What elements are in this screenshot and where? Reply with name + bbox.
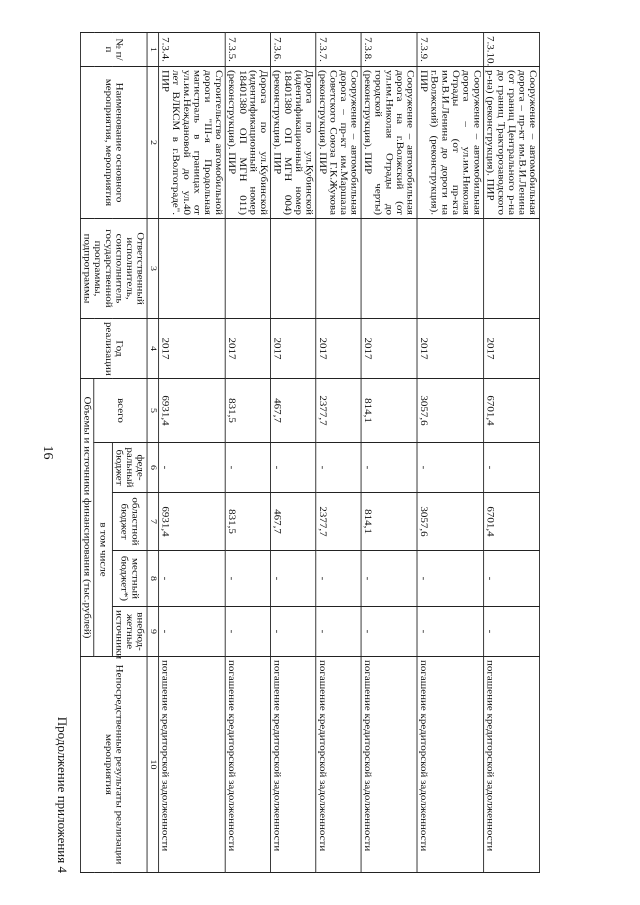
row-local: - — [316, 551, 361, 607]
program-table — [80, 32, 540, 873]
row-regional: 831,5 — [225, 493, 270, 551]
header-including: в том числе — [94, 443, 113, 657]
row-extra: - — [270, 607, 315, 657]
row-regional: 6931,4 — [159, 493, 226, 551]
row-executor — [316, 219, 361, 319]
row-num: 7.3.4. — [159, 33, 226, 67]
row-num: 7.3.6. — [270, 33, 315, 67]
row-regional: 2377,7 — [316, 493, 361, 551]
row-year: 2017 — [270, 319, 315, 379]
page-number: 16 — [40, 445, 55, 460]
row-extra: - — [484, 607, 540, 657]
row-regional: 6701,4 — [484, 493, 540, 551]
row-total: 831,5 — [225, 379, 270, 443]
row-federal: - — [484, 443, 540, 493]
row-executor — [225, 219, 270, 319]
header-name: Наименование основного мероприятия, мероприятия — [80, 67, 147, 219]
row-total: 6931,4 — [159, 379, 226, 443]
row-total: 3057,6 — [417, 379, 484, 443]
row-result: погашение кредиторской задолженности — [225, 657, 270, 873]
row-year: 2017 — [316, 319, 361, 379]
index-cell: 5 — [147, 379, 159, 443]
row-executor — [484, 219, 540, 319]
index-row — [147, 33, 159, 873]
table-row — [270, 33, 315, 873]
header-result: Непосредственные результаты реализации мероприятия — [80, 657, 147, 873]
continuation-title: Продолжение приложения 4 — [55, 716, 70, 873]
index-cell: 10 — [147, 657, 159, 873]
row-federal: - — [417, 443, 484, 493]
row-name: Сооружение – автомобильная дорога на г.Волжский (от ул.им.Николая Отрады до городской черты) (реконструкция). ПИР — [361, 67, 417, 219]
row-num: 7.3.8. — [361, 33, 417, 67]
row-name: Дорога по ул.Кубинской (идентификационный номер 18401380 ОП МГН 004) (реконструкция). ПИР — [270, 67, 315, 219]
row-federal: - — [361, 443, 417, 493]
header-regional: областной бюджет — [112, 493, 147, 551]
row-local: - — [417, 551, 484, 607]
header-num: № п/п — [80, 33, 147, 67]
row-total: 6701,4 — [484, 379, 540, 443]
row-extra: - — [159, 607, 226, 657]
row-regional: 814,1 — [361, 493, 417, 551]
row-num: 7.3.10. — [484, 33, 540, 67]
row-local: - — [225, 551, 270, 607]
index-cell: 7 — [147, 493, 159, 551]
table-row — [484, 33, 540, 873]
index-cell: 4 — [147, 319, 159, 379]
row-result: погашение кредиторской задолженности — [270, 657, 315, 873]
header-local: местный бюджет*) — [112, 551, 147, 607]
header-executor: Ответственный исполнитель, соисполнитель государственной программы, подпрограммы — [80, 219, 147, 319]
row-num: 7.3.7. — [316, 33, 361, 67]
row-executor — [270, 219, 315, 319]
row-name: Сооружение – автомобильная дорога – пр-кт им.В.И.Ленина (от границ Центрального р-на до границ Тракторозаводского р-на) (реконструкция). ПИР — [484, 67, 540, 219]
index-cell: 9 — [147, 607, 159, 657]
table-row — [159, 33, 226, 873]
row-federal: - — [316, 443, 361, 493]
row-local: - — [361, 551, 417, 607]
row-name: Дорога по ул.Кубинской (идентификационный номер 18401380 ОП МГН 011) (реконструкция). ПИР — [225, 67, 270, 219]
row-executor — [417, 219, 484, 319]
header-year: Год реализации — [80, 319, 147, 379]
row-executor — [361, 219, 417, 319]
row-year: 2017 — [225, 319, 270, 379]
row-year: 2017 — [417, 319, 484, 379]
row-total: 2377,7 — [316, 379, 361, 443]
row-result: погашение кредиторской задолженности — [417, 657, 484, 873]
row-extra: - — [316, 607, 361, 657]
table-row — [316, 33, 361, 873]
header-federal: феде- ральный бюджет — [112, 443, 147, 493]
header-extra: внебюд- жетные источники — [112, 607, 147, 657]
row-federal: - — [270, 443, 315, 493]
row-extra: - — [361, 607, 417, 657]
row-year: 2017 — [361, 319, 417, 379]
table-row — [417, 33, 484, 873]
index-cell: 6 — [147, 443, 159, 493]
row-year: 2017 — [159, 319, 226, 379]
row-extra: - — [417, 607, 484, 657]
header-funding-group: Объемы и источники финансирования (тыс.рублей) — [80, 379, 93, 657]
row-federal: - — [159, 443, 226, 493]
row-total: 467,7 — [270, 379, 315, 443]
row-extra: - — [225, 607, 270, 657]
row-total: 814,1 — [361, 379, 417, 443]
table-row — [361, 33, 417, 873]
index-cell: 2 — [147, 67, 159, 219]
header-total: всего — [94, 379, 147, 443]
row-regional: 467,7 — [270, 493, 315, 551]
row-year: 2017 — [484, 319, 540, 379]
row-num: 7.3.9. — [417, 33, 484, 67]
row-name: Строительство автомобильной дороги "III-я Продольная магистраль в границах от ул.им.Неждановой до ул.40 лет ВЛКСМ в г.Волгограде". ПИР — [159, 67, 226, 219]
row-result: погашение кредиторской задолженности — [361, 657, 417, 873]
row-result: погашение кредиторской задолженности — [316, 657, 361, 873]
row-name: Сооружение – автомобильная дорога – пр-кт им.Маршала Советского Союза Г.К.Жукова (реконструкция). ПИР — [316, 67, 361, 219]
row-name: Сооружение – автомобильная дорога – ул.им.Николая Отрады (от пр-кта им.В.И.Ленина до дороги на г.Волжский) (реконструкция). ПИР — [417, 67, 484, 219]
table-row — [225, 33, 270, 873]
row-executor — [159, 219, 226, 319]
row-num: 7.3.5. — [225, 33, 270, 67]
index-cell: 8 — [147, 551, 159, 607]
row-regional: 3057,6 — [417, 493, 484, 551]
row-local: - — [484, 551, 540, 607]
row-local: - — [270, 551, 315, 607]
row-federal: - — [225, 443, 270, 493]
row-result: погашение кредиторской задолженности — [484, 657, 540, 873]
index-cell: 1 — [147, 33, 159, 67]
index-cell: 3 — [147, 219, 159, 319]
row-result: погашение кредиторской задолженности — [159, 657, 226, 873]
header-row-1 — [80, 33, 93, 873]
row-local: - — [159, 551, 226, 607]
